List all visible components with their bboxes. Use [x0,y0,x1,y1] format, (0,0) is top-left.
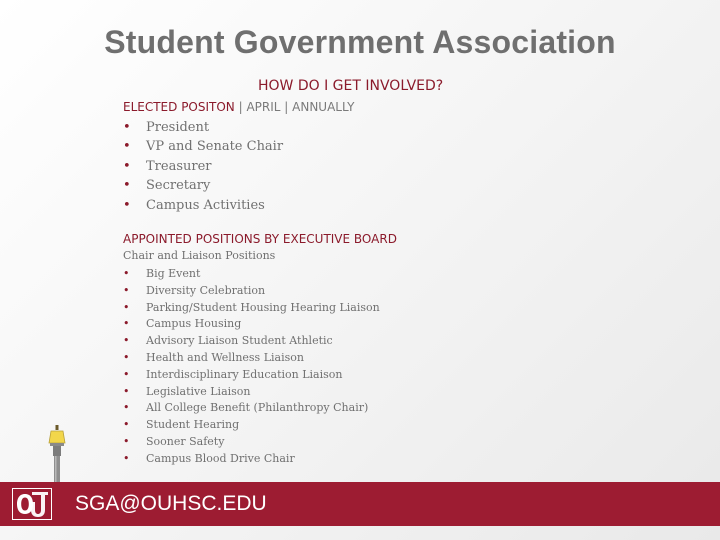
ou-logo-icon [12,488,52,520]
bullet-icon: • [123,178,131,194]
appointed-intro: Chair and Liaison Positions [123,249,276,262]
bullet-icon: • [123,283,130,297]
bullet-icon: • [123,350,130,364]
list-item: • VP and Senate Chair [123,137,283,156]
list-item: • Legislative Liaison [123,384,380,401]
bullet-icon: • [123,418,130,432]
list-item: • Secretary [123,176,283,195]
list-item: • Diversity Celebration [123,283,380,300]
appointed-heading: APPOINTED POSITIONS BY EXECUTIVE BOARD [123,232,397,246]
bullet-icon: • [123,434,130,448]
list-item: • Sooner Safety [123,434,380,451]
list-item: • All College Benefit (Philanthropy Chair) [123,400,380,417]
list-item: • Campus Activities [123,196,283,215]
list-item: • Campus Housing [123,316,380,333]
contact-email[interactable]: SGA@OUHSC.EDU [75,492,267,515]
elected-heading [123,100,354,114]
list-item: • Parking/Student Housing Hearing Liaison [123,300,380,317]
lamp-post-icon [44,425,70,485]
page-title: Student Government Association [104,24,616,60]
bullet-icon: • [123,197,131,213]
bullet-icon: • [123,267,130,280]
elected-heading-label: ELECTED POSITON [123,100,235,114]
appointed-positions-list [123,266,380,468]
bullet-icon: • [123,120,131,135]
list-item: • Interdisciplinary Education Liaison [123,367,380,384]
bullet-icon: • [123,317,130,331]
bullet-icon: • [123,384,130,398]
list-item: • Treasurer [123,157,283,176]
bullet-icon: • [123,139,131,155]
section-subtitle: HOW DO I GET INVOLVED? [258,78,444,94]
bullet-icon: • [123,334,130,348]
elected-positions-list [123,118,283,215]
list-item: • President [123,118,283,137]
bullet-icon: • [123,451,130,465]
bullet-icon: • [123,401,130,415]
list-item: • Advisory Liaison Student Athletic [123,333,380,350]
list-item: • Student Hearing [123,417,380,434]
list-item: • Health and Wellness Liaison [123,350,380,367]
elected-heading-detail: | APRIL | ANNUALLY [234,100,355,114]
list-item: • Big Event [123,266,380,283]
bullet-icon: • [123,367,130,381]
bullet-icon: • [123,158,131,174]
list-item: • Campus Blood Drive Chair [123,451,380,468]
bullet-icon: • [123,300,130,314]
